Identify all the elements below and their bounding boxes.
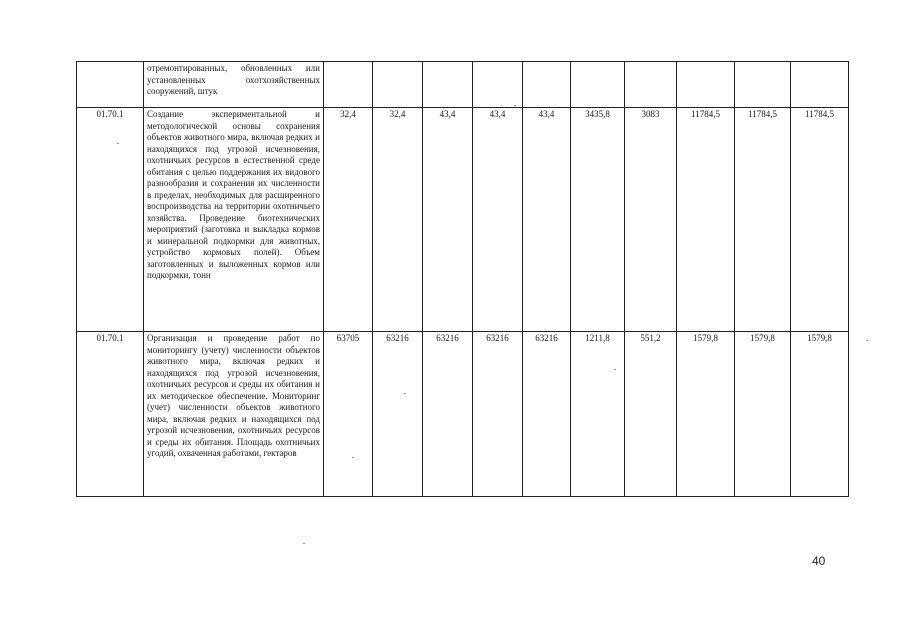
value-cell: 3435,8 <box>571 108 625 332</box>
value-cell: 43,4 <box>473 108 523 332</box>
value-cell: 1579,8 <box>677 332 735 497</box>
value-cell: 1579,8 <box>791 332 849 497</box>
value-cell <box>677 62 735 108</box>
table-row <box>77 108 849 332</box>
scan-speck <box>404 393 406 394</box>
value-cell: 63216 <box>473 332 523 497</box>
value-cell: 63216 <box>423 332 473 497</box>
row-code: 01.70.1 <box>77 108 144 332</box>
value-cell: 11784,5 <box>791 108 849 332</box>
value-cell: 1211,8 <box>571 332 625 497</box>
row-description: Организация и проведение работ по мониторингу (учету) численности объектов животного мира, включая редких и находящихся под угрозой исчезновения, охотничьих ресурсов и среды их обитания и их методическое обеспечение. Мониторинг (учет) численности объектов животного мира, включая редких и находящихся под угрозой исчезновения, охотничьих ресурсов и среды их обитания. Площадь охотничьих угодий, охваченная работами, гектаров <box>144 332 324 497</box>
value-cell <box>735 62 791 108</box>
value-cell <box>571 62 625 108</box>
value-cell <box>791 62 849 108</box>
value-cell: 32,4 <box>373 108 423 332</box>
row-description: Создание экспериментальной и методологической основы сохранения объектов животного мира, включая редких и находящихся под угрозой исчезновения, охотничьих ресурсов в естественной среде обитания с целью поддержания их видового разнообразия и сохранения их численности в пределах, необходимых для расширенного воспроизводства на территории охотничьего хозяйства. Проведение биотехнических мероприятий (заготовка и выкладка кормов и минеральной подкормки для животных, устройство кормовых полей). Объем заготовленных и выложенных кормов или подкормки, тонн <box>144 108 324 332</box>
scan-speck <box>352 457 354 458</box>
value-cell <box>324 62 373 108</box>
value-cell: 63216 <box>523 332 571 497</box>
value-cell <box>473 62 523 108</box>
scan-speck <box>866 340 868 341</box>
value-cell: 551,2 <box>625 332 677 497</box>
value-cell: 63216 <box>373 332 423 497</box>
row-code <box>77 62 144 108</box>
value-cell <box>423 62 473 108</box>
page-number: 40 <box>812 554 826 568</box>
budget-table <box>76 61 849 497</box>
value-cell <box>625 62 677 108</box>
scan-speck <box>303 543 305 544</box>
value-cell: 32,4 <box>324 108 373 332</box>
value-cell: 63705 <box>324 332 373 497</box>
value-cell: 11784,5 <box>735 108 791 332</box>
value-cell <box>373 62 423 108</box>
value-cell: 43,4 <box>423 108 473 332</box>
scan-speck <box>117 143 119 144</box>
table-row <box>77 62 849 108</box>
value-cell: 11784,5 <box>677 108 735 332</box>
value-cell <box>523 62 571 108</box>
scan-speck <box>614 369 616 370</box>
row-code: 01.70.1 <box>77 332 144 497</box>
row-description: отремонтированных, обновленных или установленных охотхозяйственных сооружений, штук <box>144 62 324 108</box>
value-cell: 43,4 <box>523 108 571 332</box>
scan-speck <box>514 105 516 106</box>
value-cell: 1579,8 <box>735 332 791 497</box>
table-row <box>77 332 849 497</box>
value-cell: 3083 <box>625 108 677 332</box>
